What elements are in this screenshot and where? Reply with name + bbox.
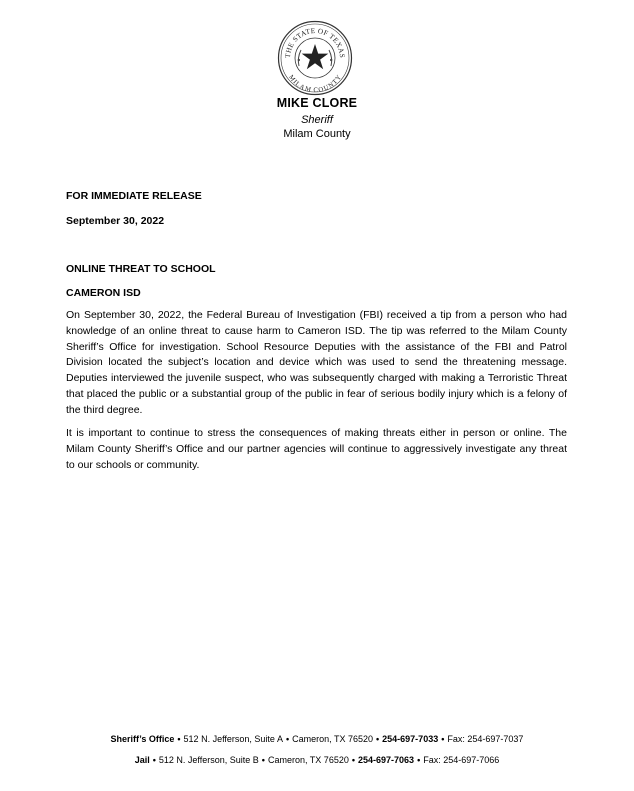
footer-phone: 254-697-7063 <box>358 755 415 765</box>
sheriff-title: Sheriff <box>301 114 333 126</box>
body-paragraph: It is important to continue to stress the consequences of making threats either in person or online. The Milam County Sheriff’s Office and our partner agencies will continue to aggressively investigate any threat to our schools or community. <box>66 427 567 471</box>
footer-separator: • <box>417 755 421 765</box>
footer-separator: • <box>177 734 181 744</box>
footer-sheriff-office <box>0 734 634 744</box>
svg-text:MILAM COUNTY <box>287 74 343 94</box>
milam-county-seal <box>277 20 353 96</box>
footer-office-label: Jail <box>134 755 150 765</box>
county-name: Milam County <box>283 128 351 140</box>
star-icon <box>302 44 329 69</box>
subheadline: CAMERON ISD <box>66 287 141 299</box>
footer-phone: 254-697-7033 <box>382 734 439 744</box>
footer-address: 512 N. Jefferson, Suite A <box>183 734 283 744</box>
release-label: FOR IMMEDIATE RELEASE <box>66 190 202 202</box>
seal-bottom-text: MILAM COUNTY <box>287 73 343 95</box>
footer-fax: Fax: 254-697-7037 <box>447 734 524 744</box>
footer-separator: • <box>376 734 380 744</box>
footer-office-label: Sheriff’s Office <box>110 734 175 744</box>
seal-top-text: THE STATE OF TEXAS <box>283 26 347 59</box>
footer-jail <box>0 755 634 765</box>
body-paragraph: On September 30, 2022, the Federal Bureau of Investigation (FBI) received a tip from a person who had knowledge of an online threat to cause harm to Cameron ISD. The tip was referred to the Milam County Sheriff’s Office for investigation. School Resource Deputies with the assistance of the FBI and Patrol Division located the subject’s location and device which was used to send the threatening message. Deputies interviewed the juvenile suspect, who was subsequently charged with making a Terroristic Threat that placed the public or a substantial group of the public in fear of serious bodily injury which is a felony of the third degree. <box>66 309 567 416</box>
footer-city: Cameron, TX 76520 <box>267 755 349 765</box>
footer-separator: • <box>351 755 355 765</box>
release-date: September 30, 2022 <box>66 215 165 227</box>
footer-separator: • <box>441 734 445 744</box>
sheriff-name: MIKE CLORE <box>276 96 358 110</box>
footer-separator: • <box>261 755 265 765</box>
footer-address: 512 N. Jefferson, Suite B <box>158 755 259 765</box>
footer-separator: • <box>152 755 156 765</box>
footer-separator: • <box>285 734 290 744</box>
headline: ONLINE THREAT TO SCHOOL <box>66 263 216 275</box>
footer-city: Cameron, TX 76520 <box>292 734 373 744</box>
footer-fax: Fax: 254-697-7066 <box>423 755 500 765</box>
